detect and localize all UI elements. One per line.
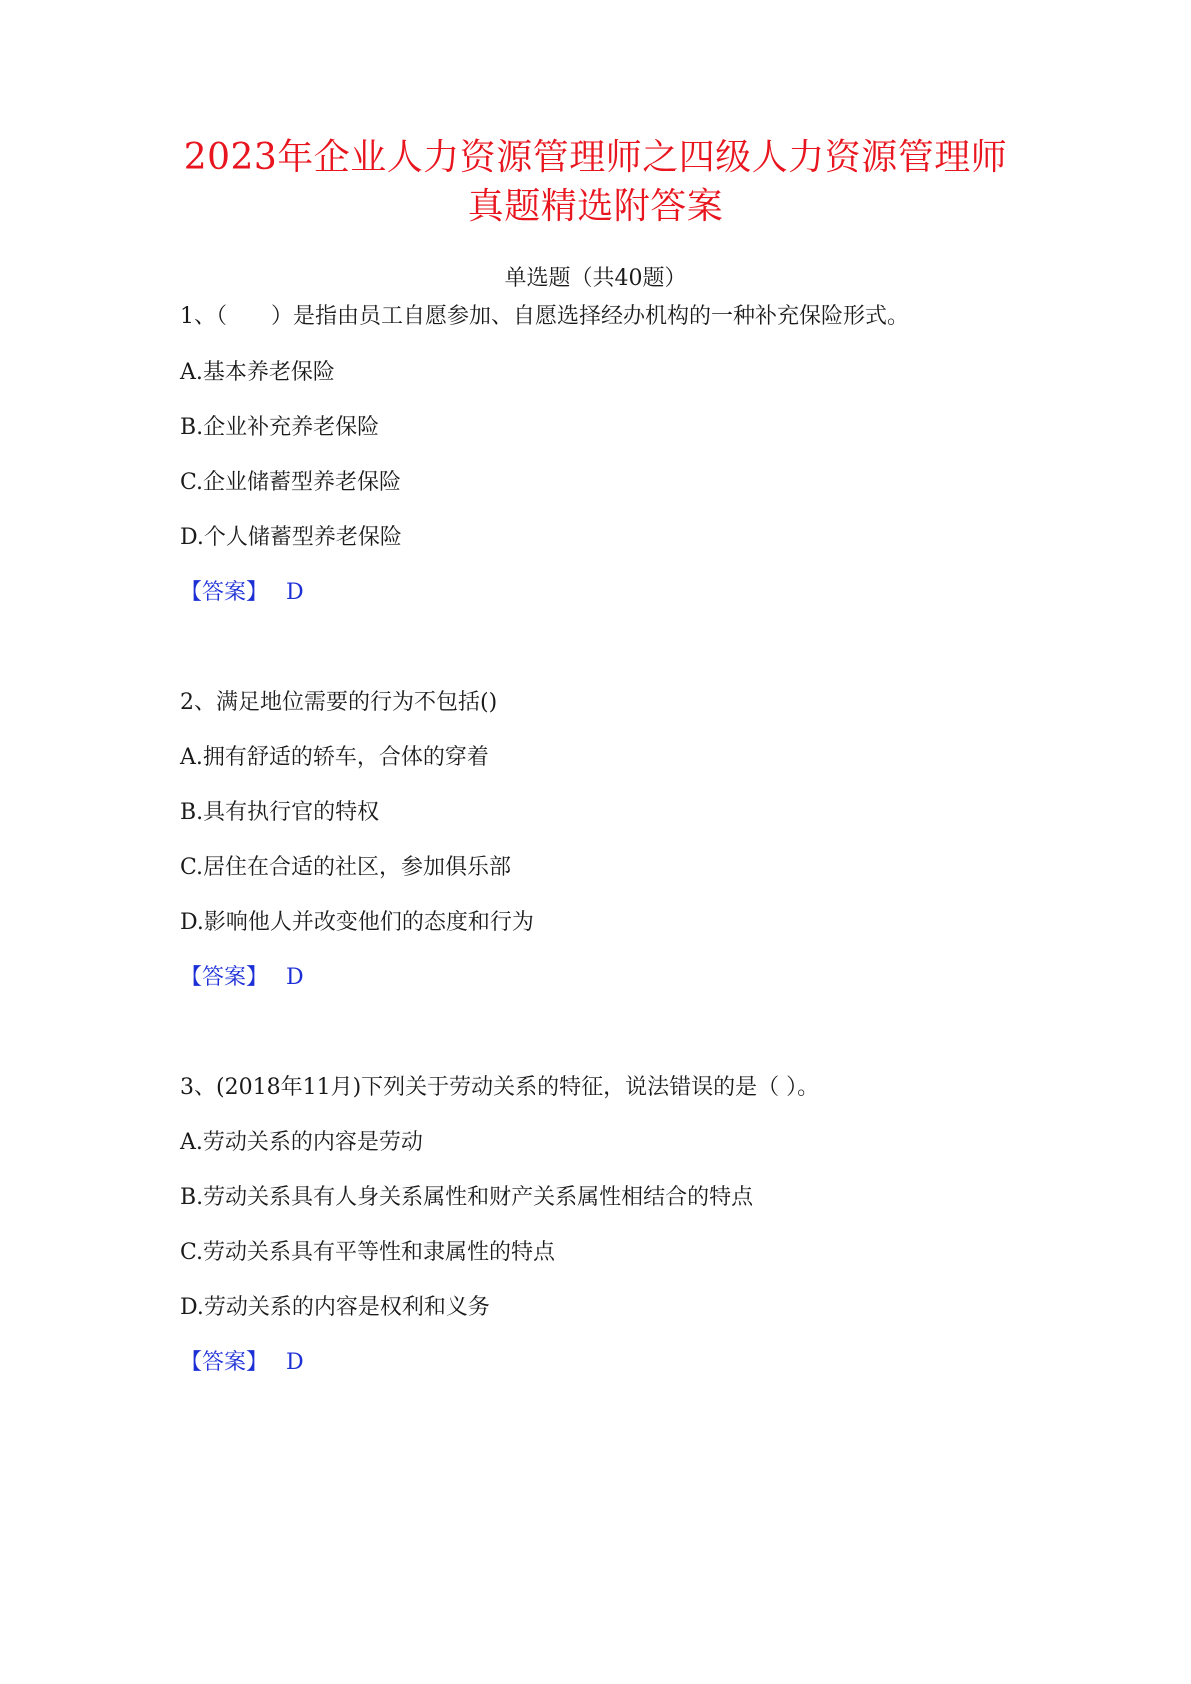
question-1-option-d: D.个人储蓄型养老保险 — [180, 525, 402, 550]
answer-label: 【答案】 — [180, 1350, 269, 1375]
answer-value: D — [286, 965, 304, 990]
question-2-option-d: D.影响他人并改变他们的态度和行为 — [180, 910, 534, 935]
section-heading: 单选题（共40题） — [504, 266, 687, 291]
question-1-answer — [180, 578, 304, 608]
question-1-option-b: B.企业补充养老保险 — [180, 415, 380, 440]
question-3-answer — [180, 1348, 304, 1378]
question-3-option-a: A.劳动关系的内容是劳动 — [180, 1130, 423, 1155]
document-title-line-2: 真题精选附答案 — [467, 186, 724, 227]
question-2-option-c: C.居住在合适的社区，参加俱乐部 — [180, 855, 512, 880]
question-3-option-b: B.劳动关系具有人身关系属性和财产关系属性相结合的特点 — [180, 1185, 754, 1210]
answer-value: D — [286, 1350, 304, 1375]
document-title-line-1: 2023年企业人力资源管理师之四级人力资源管理师 — [183, 137, 1008, 178]
question-1-option-c: C.企业储蓄型养老保险 — [180, 470, 402, 495]
question-1-option-a: A.基本养老保险 — [180, 360, 335, 385]
question-2-stem: 2、满足地位需要的行为不包括() — [180, 690, 498, 715]
question-2-answer — [180, 963, 304, 993]
question-1-stem: 1、（ ）是指由员工自愿参加、自愿选择经办机构的一种补充保险形式。 — [180, 304, 909, 329]
question-2-option-a: A.拥有舒适的轿车，合体的穿着 — [180, 745, 489, 770]
question-3-option-d: D.劳动关系的内容是权利和义务 — [180, 1295, 490, 1320]
question-2-option-b: B.具有执行官的特权 — [180, 800, 380, 825]
answer-label: 【答案】 — [180, 580, 269, 605]
question-3-option-c: C.劳动关系具有平等性和隶属性的特点 — [180, 1240, 556, 1265]
answer-label: 【答案】 — [180, 965, 269, 990]
answer-value: D — [286, 580, 304, 605]
question-3-stem: 3、(2018年11月)下列关于劳动关系的特征，说法错误的是（ ）。 — [180, 1075, 820, 1100]
